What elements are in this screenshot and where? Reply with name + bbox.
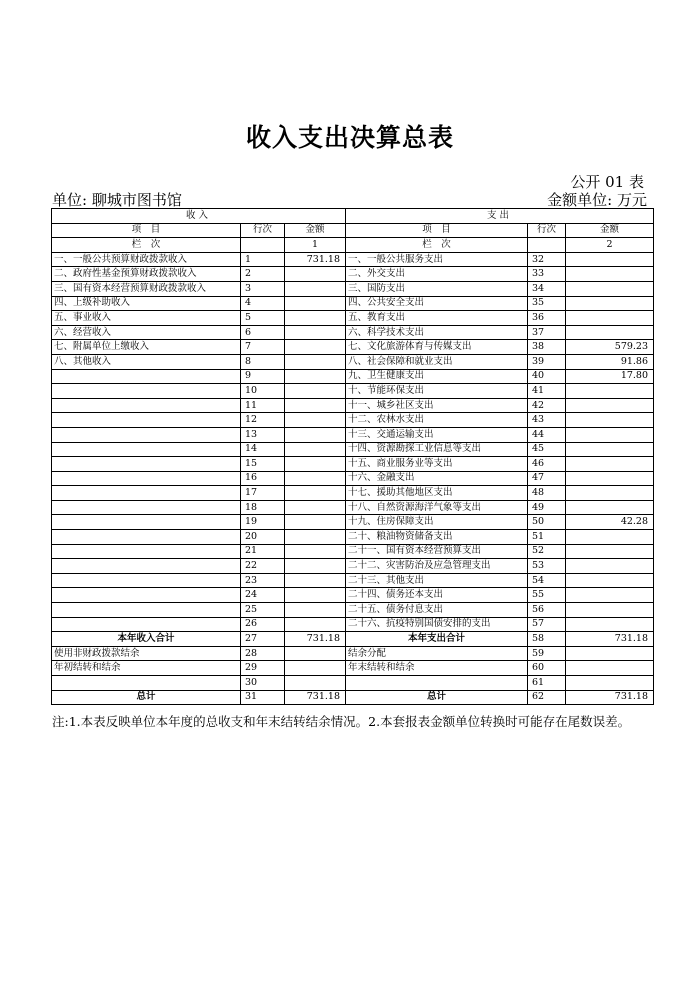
income-item: 总计 — [52, 690, 241, 705]
income-column-no-label: 栏 次 — [52, 238, 241, 253]
expense-row-no: 35 — [528, 296, 566, 311]
income-item — [52, 384, 241, 399]
income-item — [52, 486, 241, 501]
expense-item: 二十六、抗疫特别国债安排的支出 — [346, 617, 528, 632]
income-item: 四、上级补助收入 — [52, 296, 241, 311]
expense-item: 八、社会保障和就业支出 — [346, 354, 528, 369]
expense-amount: 731.18 — [566, 632, 654, 647]
expense-item: 二、外交支出 — [346, 267, 528, 282]
table-row — [52, 603, 654, 618]
income-item: 八、其他收入 — [52, 354, 241, 369]
expense-row-no: 52 — [528, 544, 566, 559]
income-item — [52, 500, 241, 515]
income-item — [52, 457, 241, 472]
table-row — [52, 588, 654, 603]
income-row-no: 6 — [241, 325, 285, 340]
income-amount — [285, 486, 346, 501]
income-item: 七、附属单位上缴收入 — [52, 340, 241, 355]
income-row-no: 3 — [241, 281, 285, 296]
income-amount — [285, 617, 346, 632]
income-section-header: 收入 — [52, 209, 346, 224]
expense-amount — [566, 544, 654, 559]
expense-item: 十三、交通运输支出 — [346, 427, 528, 442]
income-item: 一、一般公共预算财政拨款收入 — [52, 252, 241, 267]
income-amount — [285, 369, 346, 384]
income-item — [52, 442, 241, 457]
expense-rowno-header: 行次 — [528, 223, 566, 238]
expense-column-no-label: 栏 次 — [346, 238, 528, 253]
expense-item — [346, 676, 528, 691]
income-row-no: 14 — [241, 442, 285, 457]
income-row-no: 30 — [241, 676, 285, 691]
table-row — [52, 369, 654, 384]
money-unit-label: 金额单位: 万元 — [547, 191, 647, 209]
income-column-no: 1 — [285, 238, 346, 253]
expense-amount — [566, 471, 654, 486]
expense-item: 二十三、其他支出 — [346, 573, 528, 588]
income-amount — [285, 588, 346, 603]
income-amount-header: 金额 — [285, 223, 346, 238]
income-amount — [285, 573, 346, 588]
income-amount — [285, 427, 346, 442]
expense-item-header: 项 目 — [346, 223, 528, 238]
empty-cell — [528, 238, 566, 253]
income-amount — [285, 544, 346, 559]
expense-item: 总计 — [346, 690, 528, 705]
income-amount — [285, 559, 346, 574]
expense-item: 年末结转和结余 — [346, 661, 528, 676]
income-row-no: 13 — [241, 427, 285, 442]
expense-amount — [566, 252, 654, 267]
expense-row-no: 54 — [528, 573, 566, 588]
income-amount: 731.18 — [285, 252, 346, 267]
table-row — [52, 515, 654, 530]
expense-item: 十五、商业服务业等支出 — [346, 457, 528, 472]
income-amount — [285, 325, 346, 340]
expense-item: 七、文化旅游体育与传媒支出 — [346, 340, 528, 355]
table-row — [52, 617, 654, 632]
income-item — [52, 559, 241, 574]
table-row — [52, 676, 654, 691]
expense-row-no: 45 — [528, 442, 566, 457]
expense-amount — [566, 325, 654, 340]
income-amount — [285, 354, 346, 369]
expense-amount — [566, 646, 654, 661]
expense-item: 二十二、灾害防治及应急管理支出 — [346, 559, 528, 574]
expense-row-no: 51 — [528, 530, 566, 545]
income-item: 三、国有资本经营预算财政拨款收入 — [52, 281, 241, 296]
expense-row-no: 36 — [528, 311, 566, 326]
expense-item: 本年支出合计 — [346, 632, 528, 647]
footnote: 注:1.本表反映单位本年度的总收支和年末结转结余情况。2.本套报表金额单位转换时可能存在尾数误差。 — [52, 714, 631, 729]
income-amount — [285, 500, 346, 515]
income-item: 本年收入合计 — [52, 632, 241, 647]
income-row-no: 26 — [241, 617, 285, 632]
expense-item: 十六、金融支出 — [346, 471, 528, 486]
expense-item: 十四、资源勘探工业信息等支出 — [346, 442, 528, 457]
income-row-no: 8 — [241, 354, 285, 369]
table-row — [52, 427, 654, 442]
income-row-no: 12 — [241, 413, 285, 428]
income-item — [52, 676, 241, 691]
income-row-no: 10 — [241, 384, 285, 399]
year-total-row — [52, 632, 654, 647]
income-row-no: 4 — [241, 296, 285, 311]
income-amount — [285, 267, 346, 282]
expense-item: 十、节能环保支出 — [346, 384, 528, 399]
table-row — [52, 267, 654, 282]
income-amount — [285, 530, 346, 545]
expense-amount — [566, 603, 654, 618]
expense-amount — [566, 559, 654, 574]
expense-row-no: 47 — [528, 471, 566, 486]
section-header-row — [52, 209, 654, 224]
table-row — [52, 544, 654, 559]
expense-row-no: 48 — [528, 486, 566, 501]
income-amount — [285, 281, 346, 296]
expense-row-no: 32 — [528, 252, 566, 267]
income-row-no: 25 — [241, 603, 285, 618]
income-amount: 731.18 — [285, 690, 346, 705]
expense-row-no: 43 — [528, 413, 566, 428]
income-row-no: 11 — [241, 398, 285, 413]
table-row — [52, 573, 654, 588]
summary-table — [51, 208, 654, 705]
expense-row-no: 55 — [528, 588, 566, 603]
table-row — [52, 486, 654, 501]
expense-row-no: 62 — [528, 690, 566, 705]
table-row — [52, 340, 654, 355]
income-item: 五、事业收入 — [52, 311, 241, 326]
table-row — [52, 559, 654, 574]
expense-amount-header: 金额 — [566, 223, 654, 238]
income-amount — [285, 398, 346, 413]
expense-row-no: 59 — [528, 646, 566, 661]
income-row-no: 5 — [241, 311, 285, 326]
expense-row-no: 56 — [528, 603, 566, 618]
table-row — [52, 354, 654, 369]
expense-row-no: 50 — [528, 515, 566, 530]
table-row — [52, 325, 654, 340]
table-row — [52, 281, 654, 296]
table-row — [52, 398, 654, 413]
form-number: 公开 01 表 — [570, 173, 644, 191]
table-row — [52, 296, 654, 311]
table-row — [52, 530, 654, 545]
table-row — [52, 457, 654, 472]
page-title: 收入支出决算总表 — [245, 123, 454, 152]
expense-row-no: 60 — [528, 661, 566, 676]
expense-amount — [566, 661, 654, 676]
expense-item: 十八、自然资源海洋气象等支出 — [346, 500, 528, 515]
income-item — [52, 471, 241, 486]
empty-cell — [241, 238, 285, 253]
income-row-no: 29 — [241, 661, 285, 676]
expense-item: 十九、住房保障支出 — [346, 515, 528, 530]
grand-total-row — [52, 690, 654, 705]
income-row-no: 27 — [241, 632, 285, 647]
income-amount — [285, 384, 346, 399]
expense-item: 二十一、国有资本经营预算支出 — [346, 544, 528, 559]
expense-amount — [566, 676, 654, 691]
expense-amount — [566, 573, 654, 588]
table-row — [52, 646, 654, 661]
expense-row-no: 42 — [528, 398, 566, 413]
income-amount — [285, 413, 346, 428]
expense-amount: 91.86 — [566, 354, 654, 369]
income-row-no: 21 — [241, 544, 285, 559]
income-item: 年初结转和结余 — [52, 661, 241, 676]
expense-item: 十二、农林水支出 — [346, 413, 528, 428]
expense-section-header: 支出 — [346, 209, 654, 224]
expense-item: 十一、城乡社区支出 — [346, 398, 528, 413]
income-row-no: 1 — [241, 252, 285, 267]
expense-item: 二十、粮油物资储备支出 — [346, 530, 528, 545]
income-item-header: 项 目 — [52, 223, 241, 238]
expense-amount — [566, 413, 654, 428]
expense-amount: 42.28 — [566, 515, 654, 530]
income-item: 使用非财政拨款结余 — [52, 646, 241, 661]
expense-amount — [566, 311, 654, 326]
expense-amount: 17.80 — [566, 369, 654, 384]
expense-amount — [566, 617, 654, 632]
income-row-no: 16 — [241, 471, 285, 486]
income-row-no: 22 — [241, 559, 285, 574]
expense-row-no: 57 — [528, 617, 566, 632]
income-item — [52, 427, 241, 442]
table-row — [52, 413, 654, 428]
income-item — [52, 530, 241, 545]
expense-row-no: 44 — [528, 427, 566, 442]
income-item — [52, 588, 241, 603]
income-row-no: 31 — [241, 690, 285, 705]
expense-amount — [566, 588, 654, 603]
income-item — [52, 573, 241, 588]
expense-amount — [566, 457, 654, 472]
expense-amount — [566, 427, 654, 442]
income-row-no: 28 — [241, 646, 285, 661]
expense-amount — [566, 384, 654, 399]
expense-item: 结余分配 — [346, 646, 528, 661]
expense-item: 二十五、债务付息支出 — [346, 603, 528, 618]
income-amount — [285, 311, 346, 326]
expense-item: 九、卫生健康支出 — [346, 369, 528, 384]
expense-amount — [566, 398, 654, 413]
expense-row-no: 34 — [528, 281, 566, 296]
expense-amount — [566, 500, 654, 515]
income-row-no: 18 — [241, 500, 285, 515]
income-item: 二、政府性基金预算财政拨款收入 — [52, 267, 241, 282]
table-row — [52, 252, 654, 267]
unit-label: 单位: 聊城市图书馆 — [52, 191, 182, 209]
column-header-row — [52, 223, 654, 238]
income-item — [52, 369, 241, 384]
table-row — [52, 442, 654, 457]
expense-amount: 731.18 — [566, 690, 654, 705]
income-row-no: 20 — [241, 530, 285, 545]
expense-row-no: 53 — [528, 559, 566, 574]
income-amount — [285, 296, 346, 311]
income-row-no: 19 — [241, 515, 285, 530]
expense-row-no: 46 — [528, 457, 566, 472]
income-amount — [285, 457, 346, 472]
income-row-no: 9 — [241, 369, 285, 384]
expense-column-no: 2 — [566, 238, 654, 253]
expense-row-no: 41 — [528, 384, 566, 399]
income-amount — [285, 603, 346, 618]
income-amount — [285, 471, 346, 486]
income-row-no: 23 — [241, 573, 285, 588]
expense-item: 四、公共安全支出 — [346, 296, 528, 311]
income-amount — [285, 515, 346, 530]
expense-item: 三、国防支出 — [346, 281, 528, 296]
expense-item: 六、科学技术支出 — [346, 325, 528, 340]
expense-amount — [566, 442, 654, 457]
expense-item: 二十四、债务还本支出 — [346, 588, 528, 603]
expense-amount — [566, 486, 654, 501]
income-amount — [285, 442, 346, 457]
income-amount — [285, 661, 346, 676]
expense-amount — [566, 267, 654, 282]
income-row-no: 2 — [241, 267, 285, 282]
income-item — [52, 515, 241, 530]
expense-amount: 579.23 — [566, 340, 654, 355]
expense-row-no: 33 — [528, 267, 566, 282]
income-item: 六、经营收入 — [52, 325, 241, 340]
income-item — [52, 617, 241, 632]
expense-row-no: 37 — [528, 325, 566, 340]
expense-row-no: 61 — [528, 676, 566, 691]
expense-item: 十七、援助其他地区支出 — [346, 486, 528, 501]
income-amount: 731.18 — [285, 632, 346, 647]
table-row — [52, 471, 654, 486]
table-row — [52, 311, 654, 326]
expense-amount — [566, 296, 654, 311]
expense-item: 五、教育支出 — [346, 311, 528, 326]
income-row-no: 7 — [241, 340, 285, 355]
expense-row-no: 49 — [528, 500, 566, 515]
expense-amount — [566, 281, 654, 296]
table-row — [52, 500, 654, 515]
table-row — [52, 384, 654, 399]
income-amount — [285, 676, 346, 691]
income-amount — [285, 646, 346, 661]
income-item — [52, 544, 241, 559]
income-item — [52, 413, 241, 428]
column-number-row — [52, 238, 654, 253]
income-row-no: 17 — [241, 486, 285, 501]
expense-row-no: 40 — [528, 369, 566, 384]
expense-item: 一、一般公共服务支出 — [346, 252, 528, 267]
expense-row-no: 58 — [528, 632, 566, 647]
expense-row-no: 39 — [528, 354, 566, 369]
expense-row-no: 38 — [528, 340, 566, 355]
income-item — [52, 603, 241, 618]
table-row — [52, 661, 654, 676]
income-row-no: 24 — [241, 588, 285, 603]
expense-amount — [566, 530, 654, 545]
income-row-no: 15 — [241, 457, 285, 472]
income-rowno-header: 行次 — [241, 223, 285, 238]
income-item — [52, 398, 241, 413]
income-amount — [285, 340, 346, 355]
